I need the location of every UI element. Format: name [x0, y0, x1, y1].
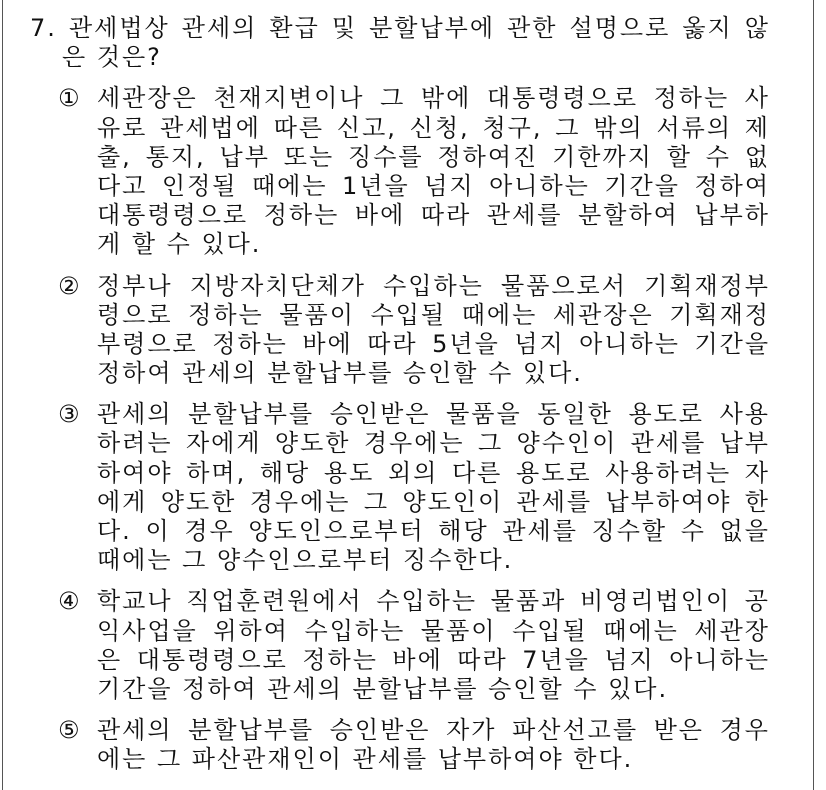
question-stem [0, 14, 826, 72]
option-line: 학교나 직업훈련원에서 수입하는 물품과 비영리법인이 공 [97, 587, 770, 616]
option-line: 부령으로 정하는 바에 따라 5년을 넘지 아니하는 기간을 [97, 329, 770, 358]
option-line: 정하여 관세의 분할납부를 승인할 수 있다. [97, 359, 583, 388]
option-line: 관세의 분할납부를 승인받은 물품을 동일한 용도로 사용 [97, 400, 770, 429]
option-line: 익사업을 위하여 수입하는 물품이 수입될 때에는 세관장 [97, 616, 770, 645]
question-line: 은 것은? [62, 43, 162, 72]
option-line: 에게 양도한 경우에는 그 양도인이 관세를 납부하여야 한 [97, 487, 770, 516]
option-line: 은 대통령령으로 정하는 바에 따라 7년을 넘지 아니하는 [97, 645, 770, 674]
option-line: 하여야 하며, 해당 용도 외의 다른 용도로 사용하려는 자 [97, 458, 770, 487]
option-line: 유로 관세법에 따른 신고, 신청, 청구, 그 밖의 서류의 제 [97, 113, 770, 142]
option-marker: ④ [58, 587, 80, 616]
option-line: 세관장은 천재지변이나 그 밖에 대통령령으로 정하는 사 [97, 84, 770, 113]
option-marker: ③ [58, 400, 80, 429]
option-marker: ① [58, 84, 80, 113]
option-line: 때에는 그 양수인으로부터 징수한다. [97, 546, 514, 575]
option-line: 대통령령으로 정하는 바에 따라 관세를 분할하여 납부하 [97, 201, 770, 230]
option-line: 관세의 분할납부를 승인받은 자가 파산선고를 받은 경우 [97, 716, 770, 745]
option-line: 다. 이 경우 양도인으로부터 해당 관세를 징수할 수 없을 [97, 517, 770, 545]
option-line: 게 할 수 있다. [97, 230, 262, 259]
option-4 [0, 587, 826, 704]
option-line: 하려는 자에게 양도한 경우에는 그 양수인이 관세를 납부 [97, 429, 770, 458]
option-line: 에는 그 파산관재인이 관세를 납부하여야 한다. [97, 745, 634, 774]
option-marker: ② [58, 271, 80, 300]
option-line: 정부나 지방자치단체가 수입하는 물품으로서 기획재정부 [97, 271, 770, 300]
option-line: 다고 인정될 때에는 1년을 넘지 아니하는 기간을 정하여 [97, 171, 770, 200]
exam-question [0, 14, 826, 775]
option-line: 기간을 정하여 관세의 분할납부를 승인할 수 있다. [97, 674, 669, 703]
option-3 [0, 400, 826, 575]
option-line: 령으로 정하는 물품이 수입될 때에는 세관장은 기획재정 [97, 300, 770, 329]
option-marker: ⑤ [58, 716, 80, 745]
option-1 [0, 84, 826, 259]
question-line: 7. 관세법상 관세의 환급 및 분할납부에 관한 설명으로 옳지 않 [30, 14, 770, 42]
option-5 [0, 716, 826, 774]
option-line: 출, 통지, 납부 또는 징수를 정하여진 기한까지 할 수 없 [97, 142, 770, 171]
option-2 [0, 272, 826, 389]
